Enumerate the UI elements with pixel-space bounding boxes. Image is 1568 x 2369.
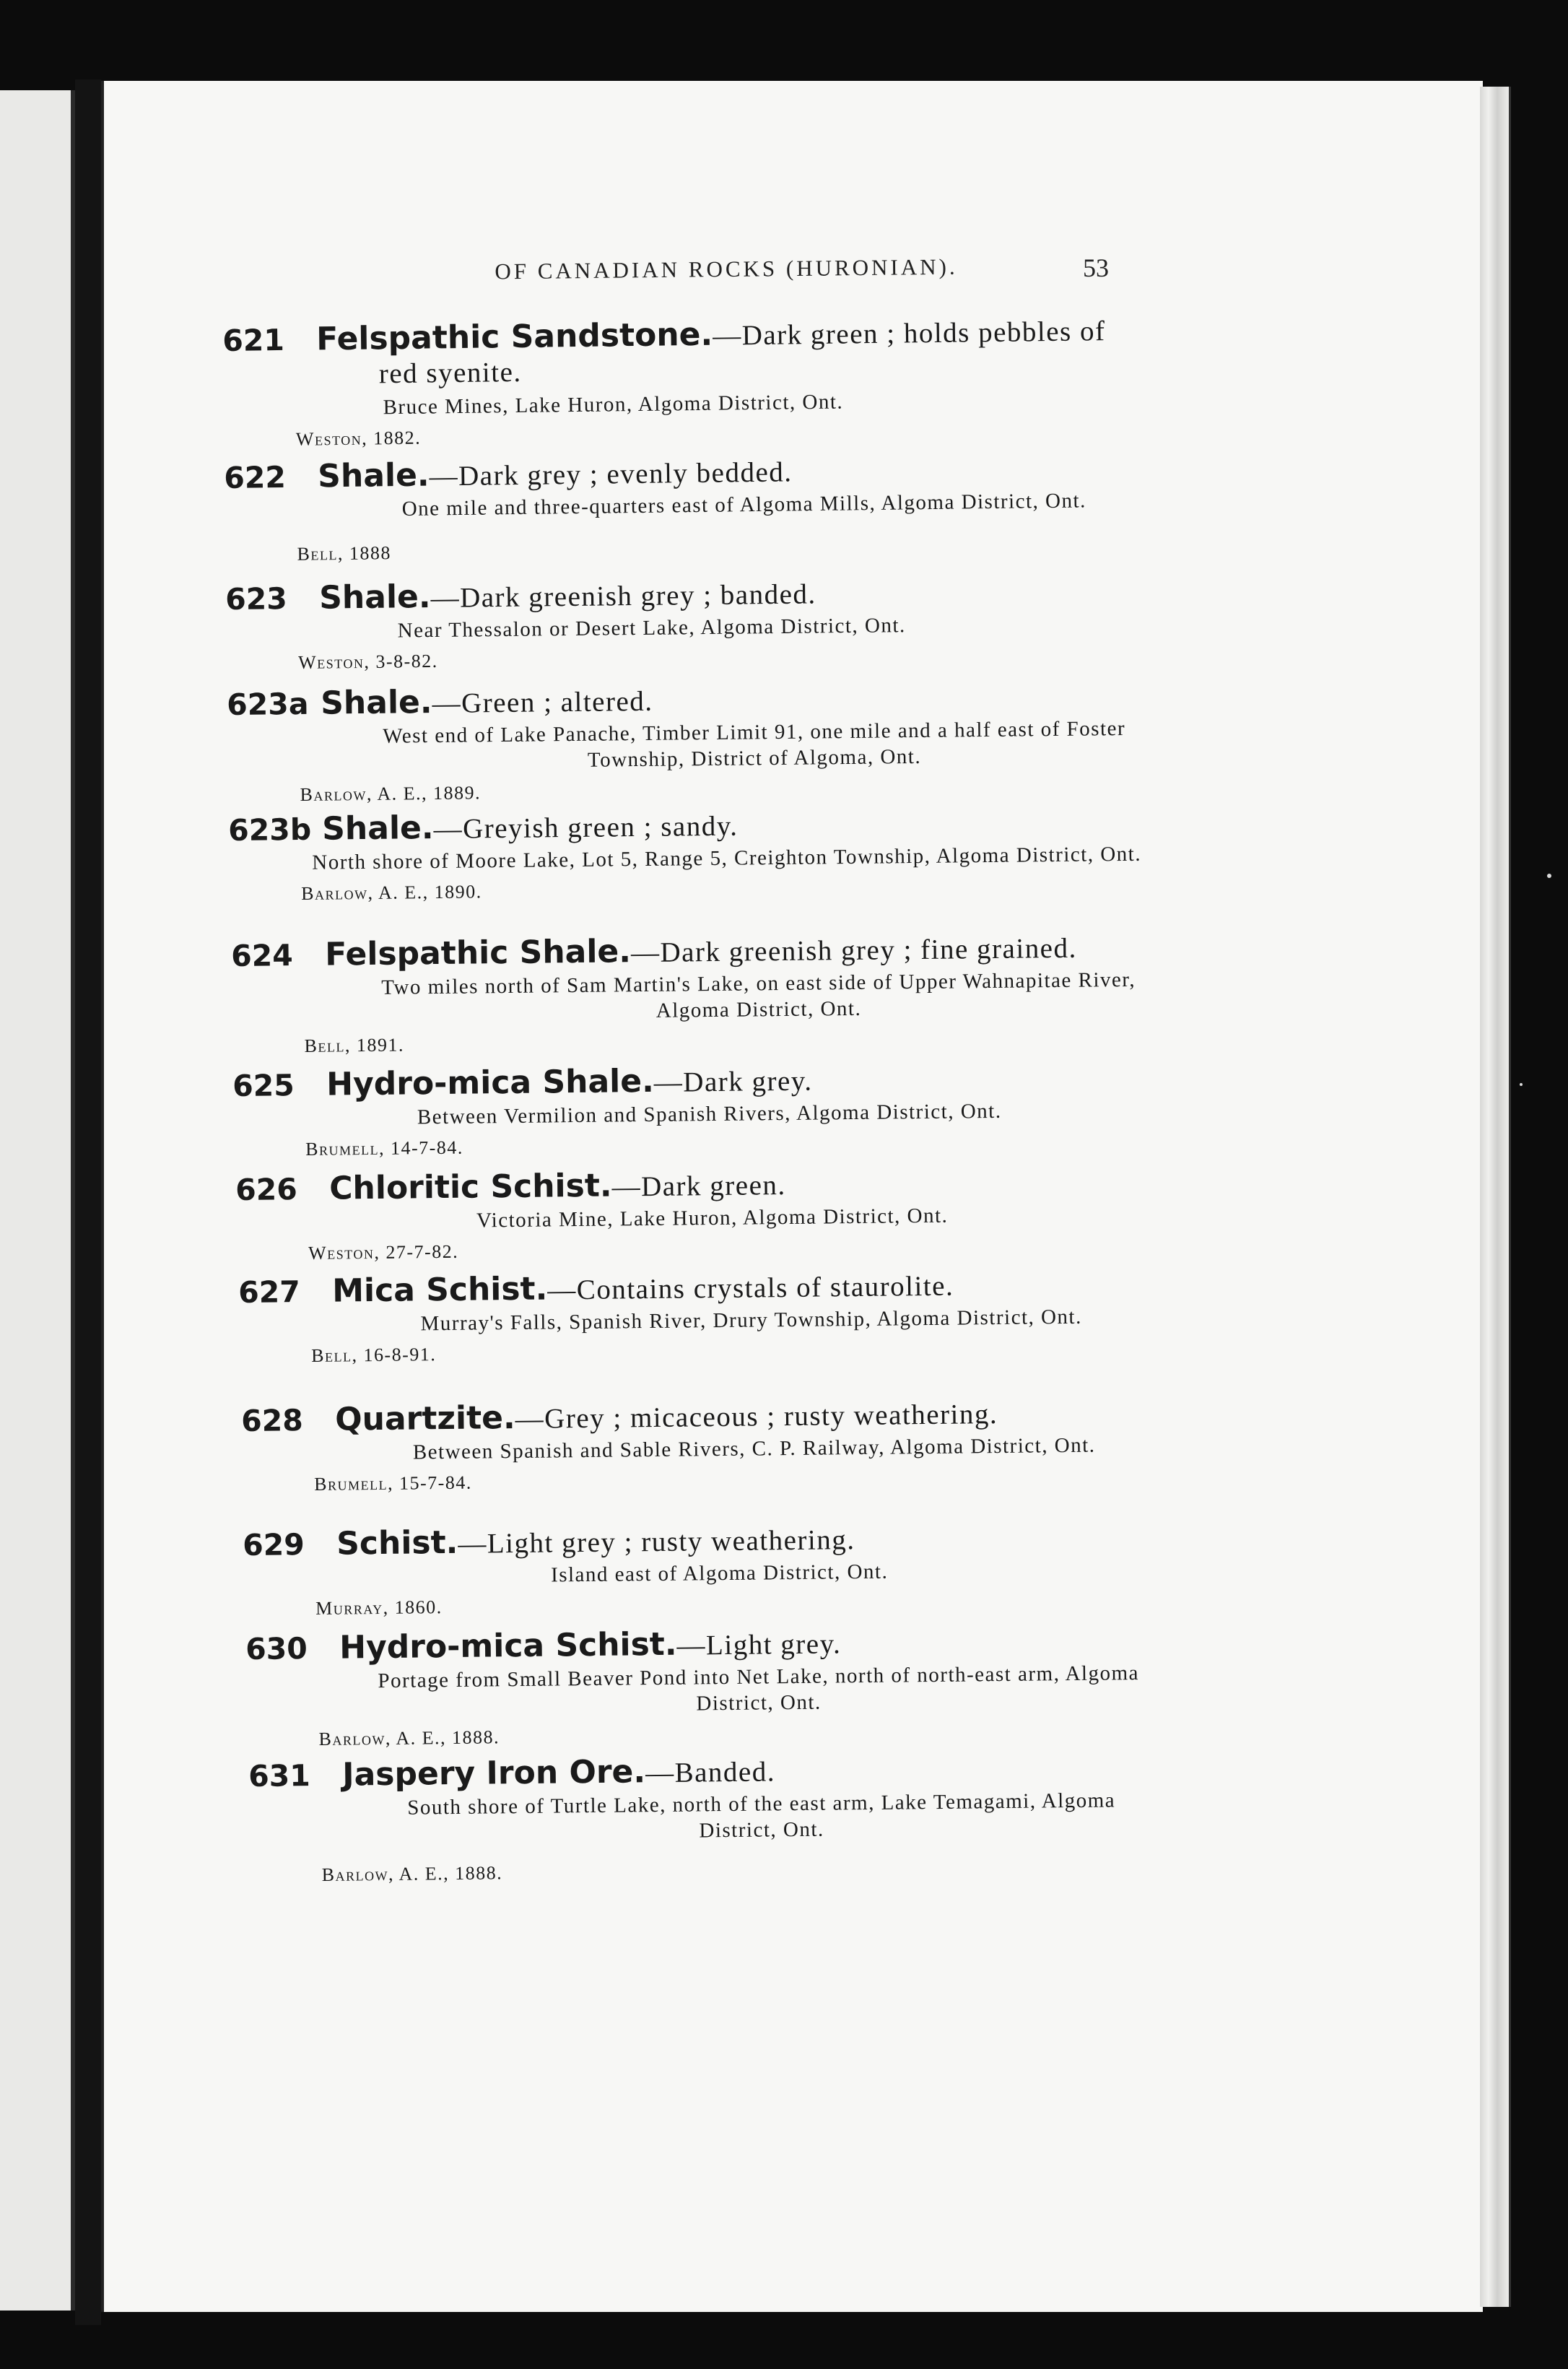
- adjacent-page-edge: [0, 90, 75, 2311]
- entry-locality: West end of Lake Panache, Timber Limit 91, one mile and a half east of Foster Township, District of Algoma, Ont.: [383, 716, 1126, 773]
- entry-collector: Murray, 1860.: [315, 1596, 443, 1620]
- entry-name: Shale.: [318, 578, 431, 617]
- entry-collector: Weston, 1882.: [295, 427, 422, 451]
- entry-description: —Green ; altered.: [432, 685, 653, 720]
- catalogue-entry: [235, 1165, 1037, 1265]
- catalogue-entry: [228, 805, 1153, 906]
- entry-number: 625: [232, 1068, 295, 1103]
- entry-description: —Dark greenish grey ; fine grained.: [630, 932, 1077, 969]
- entry-description: —Light grey.: [676, 1628, 842, 1661]
- entry-locality: Bruce Mines, Lake Huron, Algoma District, Ont.: [383, 390, 844, 420]
- entry-description: —Banded.: [645, 1756, 776, 1789]
- entry-collector: Barlow, A. E., 1889.: [300, 781, 482, 805]
- entry-number: 627: [238, 1274, 301, 1310]
- speck: [1520, 1083, 1523, 1086]
- entry-name: Shale.: [320, 684, 432, 722]
- catalogue-entry: [232, 1061, 1071, 1161]
- entry-locality: Portage from Small Beaver Pond into Net Lake, north of north-east arm, Algoma District, Ont.: [378, 1661, 1140, 1716]
- entry-number: 623b: [227, 812, 312, 848]
- catalogue-entry: [243, 1521, 1045, 1620]
- running-head: OF CANADIAN ROCKS (HURONIAN).: [495, 253, 958, 284]
- entry-locality: Between Vermilion and Spanish Rivers, Algoma District, Ont.: [417, 1099, 1002, 1129]
- page-stack-edge: [1480, 87, 1511, 2307]
- entry-number: 622: [223, 459, 287, 495]
- entry-collector: Brumell, 15-7-84.: [314, 1472, 472, 1495]
- entry-name: Shale.: [321, 809, 434, 848]
- entry-name: Chloritic Schist.: [328, 1167, 612, 1207]
- entry-locality: Two miles north of Sam Martin's Lake, on east side of Upper Wahnapitae River, Algoma District, Ont.: [381, 968, 1136, 1023]
- entry-number: 629: [242, 1527, 305, 1562]
- entry-collector: Weston, 3-8-82.: [298, 651, 438, 674]
- entry-locality: Near Thessalon or Desert Lake, Algoma District, Ont.: [397, 614, 906, 643]
- entry-number: 621: [222, 322, 285, 358]
- entry-number: 626: [235, 1172, 298, 1207]
- entry-name: Felspathic Sandstone.: [315, 316, 713, 358]
- entry-collector: Weston, 27-7-82.: [308, 1241, 459, 1264]
- entry-description: —Dark green.: [611, 1170, 786, 1203]
- catalogue-entry: [224, 451, 1128, 567]
- entry-number: 624: [230, 938, 294, 973]
- entry-description: —Contains crystals of staurolite.: [547, 1270, 954, 1306]
- entry-name: Schist.: [336, 1523, 458, 1562]
- entry-name: Shale.: [317, 456, 430, 495]
- catalogue-entry: [227, 679, 1138, 807]
- catalogue-entry: [238, 1267, 1141, 1368]
- entry-name: Hydro-mica Shale.: [326, 1062, 655, 1103]
- entry-locality: Between Spanish and Sable Rivers, C. P. Railway, Algoma District, Ont.: [412, 1433, 1096, 1464]
- entry-description: —Dark greenish grey ; banded.: [430, 578, 816, 614]
- entry-name: Hydro-mica Schist.: [339, 1625, 677, 1666]
- entry-locality: Murray's Falls, Spanish River, Drury Township, Algoma District, Ont.: [420, 1305, 1082, 1336]
- entry-name: Felspathic Shale.: [324, 933, 632, 973]
- entry-number: 630: [245, 1631, 308, 1666]
- entry-locality: One mile and three-quarters east of Algoma Mills, Algoma District, Ont.: [401, 489, 1086, 521]
- catalogue-entry: [231, 931, 1149, 1058]
- speck: [1547, 874, 1551, 878]
- catalogue-entry: [245, 1624, 1142, 1750]
- entry-locality: North shore of Moore Lake, Lot 5, Range 5, Creighton Township, Algoma District, Ont.: [312, 842, 1142, 874]
- catalogue-entry: [225, 575, 977, 674]
- entry-collector: Bell, 1891.: [304, 1033, 405, 1056]
- entry-collector: Barlow, A. E., 1888.: [318, 1726, 500, 1749]
- entry-number: 623: [225, 581, 288, 617]
- catalogue-entry: [248, 1751, 1145, 1886]
- entry-collector: Brumell, 14-7-84.: [305, 1136, 463, 1160]
- book-gutter: [75, 79, 101, 2325]
- entry-description: —Dark grey ; evenly bedded.: [429, 456, 793, 492]
- entry-name: Jaspery Iron Ore.: [341, 1753, 646, 1794]
- entry-locality: South shore of Turtle Lake, north of the east arm, Lake Temagami, Algoma District, Ont.: [407, 1788, 1116, 1843]
- entry-number: 628: [240, 1403, 304, 1438]
- entry-locality: Victoria Mine, Lake Huron, Algoma District, Ont.: [476, 1204, 949, 1233]
- entry-description: —Dark green ; holds pebbles of: [712, 316, 1106, 352]
- entry-name: Quartzite.: [334, 1399, 515, 1438]
- entry-collector: Bell, 16-8-91.: [311, 1344, 437, 1367]
- entry-description: —Dark grey.: [653, 1065, 813, 1098]
- entry-description-continued: red syenite.: [378, 356, 522, 390]
- entry-number: 623a: [226, 686, 309, 722]
- catalogue-entry: [241, 1396, 1144, 1496]
- entry-description: —Greyish green ; sandy.: [433, 810, 739, 846]
- entry-collector: Bell, 1888: [297, 542, 392, 565]
- entry-collector: Barlow, A. E., 1890.: [301, 881, 482, 905]
- entry-description: —Light grey ; rusty weathering.: [458, 1524, 855, 1560]
- catalogue-entry: [222, 314, 1107, 451]
- entry-collector: Barlow, A. E., 1888.: [321, 1861, 503, 1885]
- entry-locality: Island east of Algoma District, Ont.: [550, 1560, 889, 1587]
- entry-name: Mica Schist.: [331, 1270, 548, 1310]
- entry-description: —Grey ; micaceous ; rusty weathering.: [515, 1399, 998, 1435]
- entry-number: 631: [248, 1758, 311, 1794]
- page-number: 53: [1083, 253, 1109, 282]
